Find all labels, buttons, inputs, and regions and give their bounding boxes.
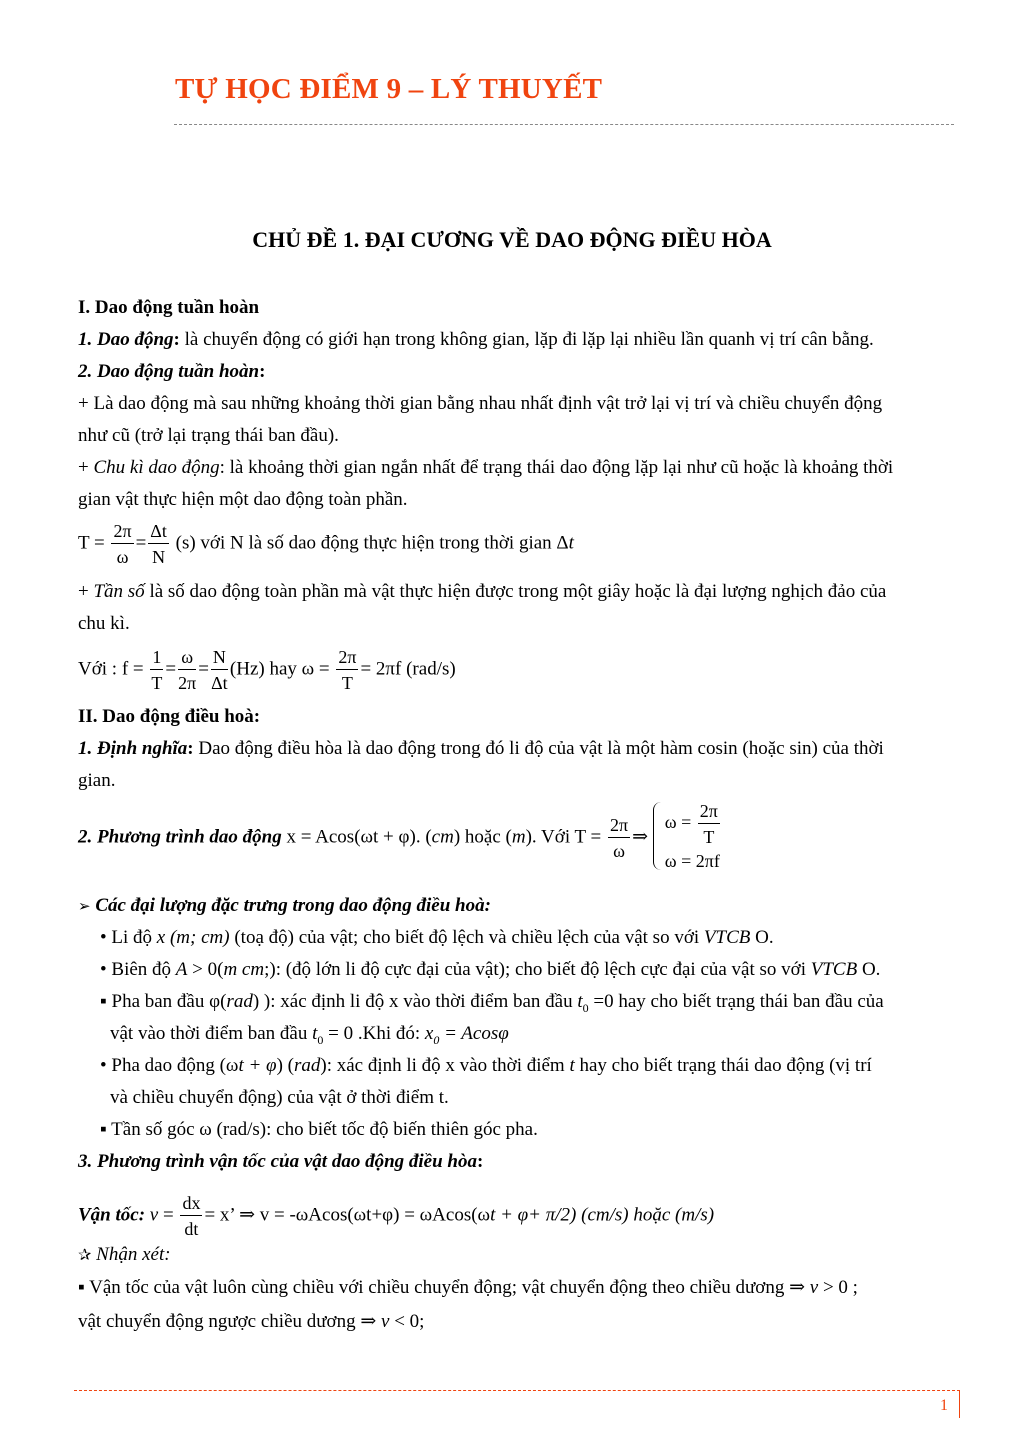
denominator: Δt	[211, 673, 228, 693]
term-label: 1. Định nghĩa	[78, 738, 188, 759]
variable: x (m; cm)	[156, 927, 230, 948]
paragraph-line: gian.	[78, 770, 116, 791]
numerator: 2π	[698, 802, 720, 824]
formula-text: (s) với N là số dao động thực hiện trong thời gian Δ	[170, 532, 569, 554]
footer-divider	[74, 1390, 960, 1391]
section-2-heading: II. Dao động điều hoà:	[78, 706, 261, 727]
colon: :	[187, 738, 194, 759]
text: ) (	[276, 1055, 294, 1076]
text: Li độ	[106, 927, 157, 948]
equation-system	[653, 802, 722, 870]
text: hay cho biết trạng thái dao động (vị trí	[574, 1055, 872, 1076]
colon: :	[259, 361, 266, 382]
colon: :	[173, 329, 180, 350]
denominator: ω	[613, 841, 625, 861]
paragraph-line: gian vật thực hiện một dao động toàn phần.	[78, 489, 408, 510]
denominator: N	[152, 547, 166, 567]
bullet-icon: •	[100, 927, 107, 948]
bullet-icon: •	[100, 1055, 107, 1076]
text: ): xác định li độ x vào thời điểm	[320, 1055, 570, 1076]
harmonic-definition	[78, 738, 884, 760]
bullet-icon: •	[100, 959, 107, 980]
formula-text: x = Acos(ωt + φ). (	[281, 826, 432, 848]
system-row: ω = 2πf	[664, 851, 720, 871]
formula-text: ) hoặc (	[453, 826, 512, 848]
formula-text: = Acosφ	[439, 1023, 509, 1044]
denominator: T	[341, 673, 353, 693]
numerator: Δt	[148, 522, 169, 544]
formula-text: = x’ ⇒ v = -ωAcos(ωt+φ) = ωAcos(ω	[204, 1204, 491, 1226]
equals: =	[198, 658, 209, 680]
unit: m	[511, 826, 526, 848]
term-label: 2. Phương trình dao động	[78, 826, 282, 848]
text: Pha dao động (ω	[106, 1055, 239, 1076]
term: Tần số	[93, 581, 145, 602]
numerator: dx	[180, 1194, 202, 1216]
abbr: VTCB	[810, 959, 858, 980]
header-divider	[174, 124, 954, 125]
definition-text: : là khoảng thời gian ngắn nhất để trạng thái dao động lặp lại như cũ hoặc là khoảng thời	[219, 457, 894, 478]
remark-line	[78, 1311, 424, 1333]
unit: m cm	[223, 959, 265, 980]
heading-text: Các đại lượng đặc trưng trong dao động điều hoà:	[95, 895, 491, 916]
remark-heading	[78, 1244, 171, 1267]
text: Tần số góc ω (rad/s): cho biết tốc độ biến thiên góc pha.	[106, 1119, 538, 1140]
fraction	[150, 648, 163, 692]
formula-text: (Hz) hay ω =	[229, 658, 335, 680]
plus-marker: +	[78, 457, 94, 478]
remark-label: Nhận xét:	[91, 1244, 171, 1265]
numerator: 2π	[608, 816, 630, 838]
bullet-amplitude	[100, 959, 880, 981]
velocity-formula	[78, 1194, 714, 1238]
bullet-initial-phase	[100, 991, 884, 1019]
definition-text: Dao động điều hòa là dao động trong đó li độ của vật là một hàm cosin (hoặc sin) của thời	[193, 738, 884, 759]
text: = 0 .Khi đó:	[323, 1023, 425, 1044]
variable: v	[145, 1204, 159, 1226]
remark-line	[78, 1277, 858, 1299]
text: O.	[857, 959, 881, 980]
term-label: 2. Dao động tuần hoàn	[78, 361, 260, 382]
velocity-heading	[78, 1151, 483, 1173]
variable: A	[175, 959, 188, 980]
numerator: 1	[150, 648, 163, 670]
arrow-bullet-icon: ➢	[78, 899, 91, 915]
fraction	[111, 522, 133, 566]
paragraph-line: chu kì.	[78, 613, 130, 634]
numerator: ω	[178, 648, 196, 670]
bullet-icon: ▪	[100, 1119, 107, 1140]
brace	[653, 802, 664, 870]
subscript: 0	[433, 1032, 440, 1047]
abbr: VTCB	[703, 927, 751, 948]
text: < 0;	[389, 1311, 425, 1332]
formula-frequency	[78, 648, 456, 692]
text: vật vào thời điểm ban đầu	[110, 1023, 313, 1044]
term: Chu kì dao động	[93, 457, 220, 478]
implies-arrow: ⇒	[632, 826, 649, 848]
paragraph-line: và chiều chuyển động) của vật ở thời điểm t.	[110, 1087, 449, 1108]
text: ) ): xác định li độ x vào thời điểm ban đầu	[252, 991, 578, 1012]
formula-text: ). Với T =	[525, 826, 606, 848]
frequency-definition	[78, 581, 886, 603]
numerator: 2π	[336, 648, 358, 670]
system-row	[665, 802, 722, 846]
formula-period	[78, 522, 574, 566]
formula-text: T =	[78, 532, 110, 554]
paragraph-line: như cũ (trở lại trạng thái ban đầu).	[78, 425, 339, 446]
variable: t	[569, 1055, 575, 1076]
definition-text: là số dao động toàn phần mà vật thực hiện được trong một giây hoặc là đại lượng nghịch đảo của	[144, 581, 887, 602]
footer-corner-line	[959, 1390, 960, 1418]
paragraph-line: + Là dao động mà sau những khoảng thời gian bằng nhau nhất định vật trở lại vị trí và chiều chuyển động	[78, 393, 883, 414]
variable: v	[809, 1277, 819, 1298]
text: vật chuyển động ngược chiều dương ⇒	[78, 1311, 382, 1332]
equals: =	[135, 532, 147, 554]
term-label: Vận tốc:	[78, 1204, 146, 1226]
text: Pha ban đầu φ(	[106, 991, 227, 1012]
fraction	[698, 802, 720, 846]
variable: t	[312, 1023, 318, 1044]
numerator: 2π	[111, 522, 133, 544]
subscript: 0	[582, 1000, 589, 1015]
text: > 0 ;	[818, 1277, 858, 1298]
formula-text: Với : f =	[78, 658, 149, 680]
colon: :	[477, 1151, 484, 1172]
fraction	[178, 648, 196, 692]
fraction	[180, 1194, 202, 1238]
denominator: ω	[116, 547, 129, 567]
bullet-phase	[100, 1055, 872, 1077]
fraction	[608, 816, 630, 860]
bullet-initial-phase-cont	[110, 1023, 509, 1051]
variable: t	[568, 532, 574, 554]
fraction	[148, 522, 169, 566]
unit: rad	[226, 991, 253, 1012]
periodic-oscillation-heading	[78, 361, 265, 383]
star-icon: ✰	[78, 1247, 92, 1264]
equals: =	[165, 658, 177, 680]
equation-of-motion	[78, 801, 722, 871]
topic-title: CHỦ ĐỀ 1. ĐẠI CƯƠNG VỀ DAO ĐỘNG ĐIỀU HÒA	[252, 227, 772, 252]
text: ;): (độ lớn li độ cực đại của vật); cho biết độ lệch cực đại của vật so với	[264, 959, 811, 980]
variable: t + φ	[238, 1055, 277, 1076]
unit: rad	[293, 1055, 321, 1076]
term-label: 1. Dao động	[78, 329, 174, 350]
definition-text: là chuyển động có giới hạn trong không gian, lặp đi lặp lại nhiều lần quanh vị trí cân bằng.	[179, 329, 874, 350]
fraction	[211, 648, 228, 692]
denominator: dt	[184, 1219, 199, 1239]
subscript: 0	[317, 1032, 324, 1047]
section-1-heading: I. Dao động tuần hoàn	[78, 297, 260, 318]
formula-text: ω =	[664, 812, 696, 833]
numerator: N	[211, 648, 228, 670]
text: ▪ Vận tốc của vật luôn cùng chiều với chiều chuyển động; vật chuyển động theo chiều dương ⇒	[78, 1277, 810, 1298]
variable: v	[381, 1311, 390, 1332]
formula-text: t + φ+ π/2) (cm/s) hoặc (m/s)	[490, 1204, 715, 1226]
fraction	[336, 648, 358, 692]
variable: x	[424, 1023, 434, 1044]
denominator: T	[703, 827, 715, 847]
text: =0 hay cho biết trạng thái ban đầu của	[588, 991, 884, 1012]
definition-oscillation	[78, 329, 874, 351]
denominator: T	[151, 673, 163, 693]
variable: t	[577, 991, 583, 1012]
bullet-icon: ▪	[100, 991, 107, 1012]
page-number: 1	[940, 1397, 948, 1414]
text: Biên độ	[106, 959, 176, 980]
bullet-angular-frequency	[100, 1119, 538, 1141]
text: > 0(	[187, 959, 224, 980]
quantities-heading	[78, 895, 491, 918]
document-header-title: TỰ HỌC ĐIỂM 9 – LÝ THUYẾT	[175, 73, 603, 105]
heading-text: 3. Phương trình vận tốc của vật dao động điều hòa	[78, 1151, 477, 1172]
text: O.	[750, 927, 774, 948]
period-definition	[78, 457, 893, 479]
denominator: 2π	[178, 673, 197, 693]
plus-marker: +	[78, 581, 94, 602]
equals: =	[158, 1204, 179, 1226]
bullet-displacement	[100, 927, 774, 949]
text: (toạ độ) của vật; cho biết độ lệch và chiều lệch của vật so với	[229, 927, 704, 948]
formula-text: = 2πf (rad/s)	[360, 658, 456, 680]
unit: cm	[431, 826, 454, 848]
